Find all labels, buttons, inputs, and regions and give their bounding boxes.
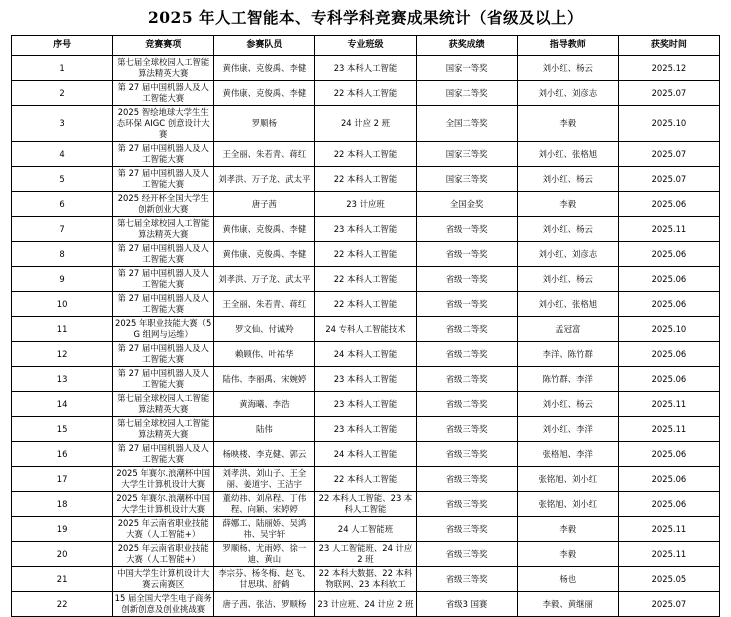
cell-award: 省级三等奖 [416,442,517,467]
cell-award: 省级一等奖 [416,292,517,317]
cell-competition: 第 27 届中国机器人及人工智能大赛 [113,242,214,267]
cell-class: 24 人工智能班 [315,517,416,542]
cell-no: 12 [12,342,113,367]
cell-competition: 第七届全球校园人工智能算法精英大赛 [113,417,214,442]
cell-class: 24 专科人工智能技术 [315,317,416,342]
cell-competition: 第 27 届中国机器人及人工智能大赛 [113,442,214,467]
cell-members: 黄伟康、克俊禹、李健 [214,81,315,106]
cell-class: 22 本科人工智能、23 本科人工智能 [315,492,416,517]
cell-award: 省级一等奖 [416,242,517,267]
cell-date: 2025.10 [618,106,719,142]
cell-no: 19 [12,517,113,542]
cell-date: 2025.06 [618,267,719,292]
cell-teacher: 李毅 [517,517,618,542]
cell-class: 23 本科人工智能 [315,417,416,442]
cell-class: 22 本科人工智能 [315,467,416,492]
cell-class: 22 本科人工智能 [315,167,416,192]
cell-class: 23 本科人工智能 [315,367,416,392]
cell-award: 省级二等奖 [416,342,517,367]
cell-teacher: 刘小红、李洋 [517,417,618,442]
cell-class: 23 人工智能班、24 计应 2 班 [315,542,416,567]
cell-no: 20 [12,542,113,567]
cell-teacher: 李洋、陈竹群 [517,342,618,367]
cell-members: 罗顺杨 [214,106,315,142]
cell-class: 22 本科人工智能 [315,142,416,167]
table-row [12,292,720,317]
cell-members: 陆伟 [214,417,315,442]
cell-teacher: 刘小红、刘彦志 [517,242,618,267]
cell-date: 2025.11 [618,217,719,242]
cell-no: 7 [12,217,113,242]
cell-competition: 第 27 届中国机器人及人工智能大赛 [113,267,214,292]
cell-competition: 2025 年云南省职业技能大赛（人工智能+） [113,517,214,542]
cell-teacher: 李毅 [517,542,618,567]
cell-competition: 2025 经开杯全国大学生创新创业大赛 [113,192,214,217]
cell-date: 2025.06 [618,292,719,317]
cell-class: 23 本科人工智能 [315,217,416,242]
cell-no: 16 [12,442,113,467]
cell-competition: 第 27 届中国机器人及人工智能大赛 [113,167,214,192]
table-row [12,317,720,342]
cell-members: 黄伟康、克俊禹、李健 [214,56,315,81]
cell-date: 2025.10 [618,317,719,342]
cell-no: 1 [12,56,113,81]
cell-competition: 第 27 届中国机器人及人工智能大赛 [113,342,214,367]
cell-competition: 2025 年云南省职业技能大赛（人工智能+） [113,542,214,567]
cell-teacher: 刘小红、杨云 [517,267,618,292]
cell-competition: 第七届全球校园人工智能算法精英大赛 [113,217,214,242]
cell-class: 23 本科人工智能 [315,56,416,81]
cell-class: 23 计应班、24 计应 2 班 [315,592,416,617]
cell-no: 13 [12,367,113,392]
cell-award: 省级三等奖 [416,542,517,567]
cell-teacher: 刘小红、张格旭 [517,142,618,167]
table-row [12,367,720,392]
cell-no: 14 [12,392,113,417]
cell-award: 省级二等奖 [416,367,517,392]
cell-teacher: 张铭旭、刘小红 [517,492,618,517]
column-header-teacher: 指导教师 [517,36,618,56]
cell-teacher: 李毅 [517,106,618,142]
cell-award: 省级一等奖 [416,217,517,242]
table-row [12,592,720,617]
cell-competition: 2025 年赛尔.浪潮杯中国大学生计算机设计大赛 [113,492,214,517]
table-header-row [12,36,720,56]
table-row [12,242,720,267]
page-title: 2025 年人工智能本、专科学科竞赛成果统计（省级及以上） [147,8,584,27]
cell-members: 杨映楼、李克健、郭云 [214,442,315,467]
cell-members: 唐子茜 [214,192,315,217]
cell-competition: 2025 年赛尔.浪潮杯中国大学生计算机设计大赛 [113,467,214,492]
cell-award: 国家一等奖 [416,56,517,81]
cell-award: 省级一等奖 [416,267,517,292]
cell-class: 22 本科大数据、22 本科物联网、23 本科软工 [315,567,416,592]
cell-date: 2025.06 [618,342,719,367]
cell-members: 王全丽、朱若青、蒋红 [214,142,315,167]
cell-teacher: 刘小红、杨云 [517,392,618,417]
cell-no: 8 [12,242,113,267]
cell-members: 薛娜工、陆丽娇、吴鸿祎、吴宇轩 [214,517,315,542]
table-row [12,192,720,217]
cell-date: 2025.05 [618,567,719,592]
cell-members: 陆伟、李丽禹、宋婉婷 [214,367,315,392]
cell-competition: 第 27 届中国机器人及人工智能大赛 [113,292,214,317]
table-row [12,56,720,81]
cell-members: 王全丽、朱若青、蒋红 [214,292,315,317]
cell-date: 2025.06 [618,492,719,517]
column-header-class: 专业班级 [315,36,416,56]
cell-date: 2025.11 [618,392,719,417]
cell-no: 10 [12,292,113,317]
table-row [12,517,720,542]
cell-award: 全国金奖 [416,192,517,217]
cell-award: 国家三等奖 [416,167,517,192]
cell-date: 2025.12 [618,56,719,81]
cell-competition: 15 届全国大学生电子商务创新创意及创业挑战赛 [113,592,214,617]
column-header-no: 序号 [12,36,113,56]
cell-competition: 第七届全球校园人工智能算法精英大赛 [113,392,214,417]
table-row [12,417,720,442]
cell-members: 黄伟康、克俊禹、李健 [214,242,315,267]
cell-members: 唐子茜、张洁、罗顺杨 [214,592,315,617]
cell-award: 国家二等奖 [416,81,517,106]
table-row [12,392,720,417]
cell-date: 2025.07 [618,142,719,167]
cell-competition: 第 27 届中国机器人及人工智能大赛 [113,367,214,392]
cell-members: 黄海曦、李浩 [214,392,315,417]
table-row [12,342,720,367]
cell-no: 2 [12,81,113,106]
cell-class: 24 本科人工智能 [315,442,416,467]
cell-class: 22 本科人工智能 [315,81,416,106]
table-row [12,217,720,242]
cell-award: 省级三等奖 [416,567,517,592]
cell-award: 省级二等奖 [416,392,517,417]
table-body [12,56,720,617]
cell-members: 刘孝洪、刘山子、王全丽、姜道宇、王洁宇 [214,467,315,492]
cell-class: 23 本科人工智能 [315,392,416,417]
table-row [12,542,720,567]
cell-award: 省级二等奖 [416,317,517,342]
cell-members: 黄伟康、克俊禹、李健 [214,217,315,242]
cell-date: 2025.06 [618,242,719,267]
cell-class: 24 本科人工智能 [315,342,416,367]
cell-teacher: 张格旭、李洋 [517,442,618,467]
cell-members: 刘孝洪、万子龙、武太平 [214,267,315,292]
cell-teacher: 李毅 [517,192,618,217]
cell-date: 2025.11 [618,542,719,567]
cell-no: 9 [12,267,113,292]
cell-members: 董幼祎、刘帛程、丁伟程、向颖、宋婷婷 [214,492,315,517]
cell-members: 李宗芬、杨冬梅、赵飞、甘思琪、舒鹤 [214,567,315,592]
cell-no: 6 [12,192,113,217]
column-header-date: 获奖时间 [618,36,719,56]
cell-competition: 2025 年职业技能大赛（5G 组网与运维） [113,317,214,342]
table-row [12,167,720,192]
cell-members: 赖顾伟、叶祐华 [214,342,315,367]
cell-date: 2025.07 [618,167,719,192]
table-row [12,81,720,106]
cell-competition: 2025 智绘地球大学生生态环保 AIGC 创意设计大赛 [113,106,214,142]
column-header-competition: 竞赛赛项 [113,36,214,56]
table-row [12,106,720,142]
cell-teacher: 李毅、黄继丽 [517,592,618,617]
cell-no: 4 [12,142,113,167]
cell-date: 2025.06 [618,442,719,467]
cell-no: 17 [12,467,113,492]
cell-teacher: 刘小红、杨云 [517,217,618,242]
table-row [12,267,720,292]
competition-results-table [11,35,720,617]
cell-date: 2025.07 [618,592,719,617]
table-row [12,142,720,167]
table-row [12,567,720,592]
cell-award: 全国二等奖 [416,106,517,142]
cell-date: 2025.06 [618,467,719,492]
cell-teacher: 刘小红、杨云 [517,56,618,81]
cell-competition: 第七届全球校园人工智能算法精英大赛 [113,56,214,81]
cell-class: 22 本科人工智能 [315,242,416,267]
cell-teacher: 张铭旭、刘小红 [517,467,618,492]
cell-no: 15 [12,417,113,442]
column-header-members: 参赛队员 [214,36,315,56]
cell-competition: 第 27 届中国机器人及人工智能大赛 [113,81,214,106]
cell-award: 省级三等奖 [416,517,517,542]
cell-date: 2025.07 [618,81,719,106]
cell-teacher: 刘小红、杨云 [517,167,618,192]
cell-award: 省级三等奖 [416,417,517,442]
cell-no: 5 [12,167,113,192]
cell-no: 18 [12,492,113,517]
column-header-award: 获奖成绩 [416,36,517,56]
cell-teacher: 孟冠富 [517,317,618,342]
cell-class: 24 计应 2 班 [315,106,416,142]
cell-teacher: 刘小红、刘彦志 [517,81,618,106]
table-row [12,467,720,492]
cell-teacher: 陈竹群、李洋 [517,367,618,392]
cell-no: 3 [12,106,113,142]
cell-no: 11 [12,317,113,342]
cell-date: 2025.06 [618,367,719,392]
cell-class: 22 本科人工智能 [315,267,416,292]
cell-date: 2025.11 [618,417,719,442]
table-row [12,442,720,467]
cell-no: 21 [12,567,113,592]
cell-competition: 中国大学生计算机设计大赛云南赛区 [113,567,214,592]
cell-members: 罗文仙、付诚羚 [214,317,315,342]
cell-date: 2025.11 [618,517,719,542]
cell-members: 刘孝洪、万子龙、武太平 [214,167,315,192]
table-row [12,492,720,517]
cell-class: 22 本科人工智能 [315,292,416,317]
cell-award: 国家三等奖 [416,142,517,167]
cell-class: 23 计应班 [315,192,416,217]
cell-award: 省级3 国赛 [416,592,517,617]
cell-members: 罗顺杨、尤雨婷、徐一迪、黄山 [214,542,315,567]
cell-award: 省级三等奖 [416,467,517,492]
cell-teacher: 杨也 [517,567,618,592]
cell-competition: 第 27 届中国机器人及人工智能大赛 [113,142,214,167]
cell-award: 省级三等奖 [416,492,517,517]
cell-no: 22 [12,592,113,617]
cell-teacher: 刘小红、张格旭 [517,292,618,317]
cell-date: 2025.06 [618,192,719,217]
